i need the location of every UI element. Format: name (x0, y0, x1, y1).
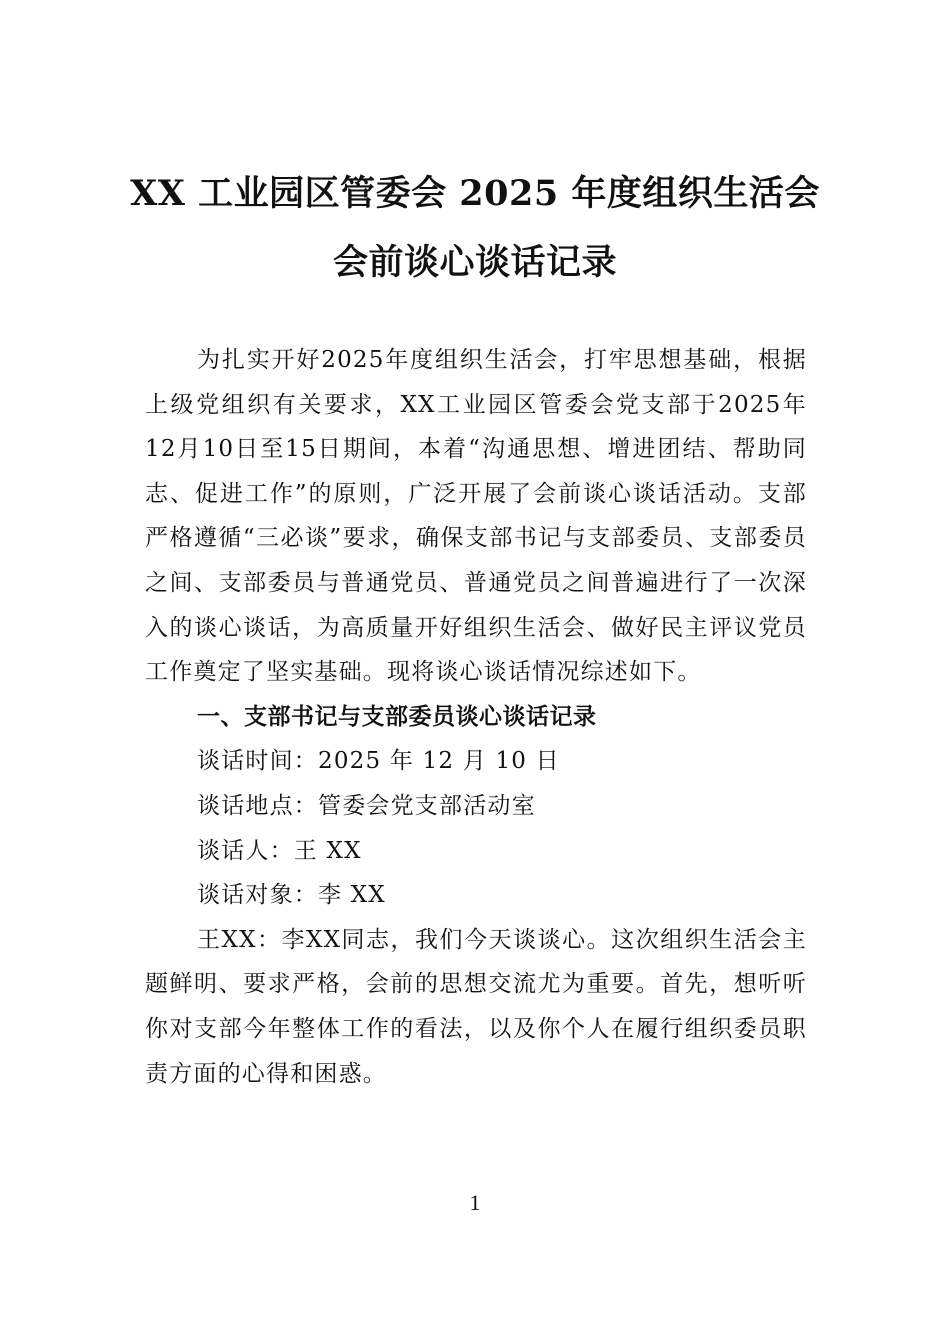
talker: 谈话人：王 XX (197, 837, 362, 864)
intro-paragraph: 为扎实开好2025年度组织生活会，打牢思想基础，根据上级党组织有关要求，XX工业园区管委会党支部于2025年12月10日至15日期间，本着“沟通思想、增进团结、帮助同志、促进工作”的原则，广泛开展了会前谈心谈话活动。支部严格遵循“三必谈”要求，确保支部书记与支部委员、支部委员之间、支部委员与普通党员、普通党员之间普遍进行了一次深入的谈心谈话，为高质量开好组织生活会、做好民主评议党员工作奠定了坚实基础。现将谈心谈话情况综述如下。 (145, 347, 807, 686)
talk-time: 谈话时间：2025 年 12 月 10 日 (197, 748, 560, 775)
section-heading: 一、支部书记与支部委员谈心谈话记录 (197, 703, 597, 730)
talk-place: 谈话地点：管委会党支部活动室 (197, 792, 536, 819)
document-title-line-1: XX 工业园区管委会 2025 年度组织生活会 (130, 173, 820, 214)
document-title-line-2: 会前谈心谈话记录 (332, 242, 617, 283)
talk-target: 谈话对象：李 XX (197, 882, 386, 909)
dialogue-paragraph: 王XX：李XX同志，我们今天谈谈心。这次组织生活会主题鲜明、要求严格，会前的思想交流尤为重要。首先，想听听你对支部今年整体工作的看法，以及你个人在履行组织委员职责方面的心得和困惑。 (145, 926, 807, 1087)
document-body (145, 338, 807, 1096)
page-number: 1 (469, 1190, 481, 1215)
